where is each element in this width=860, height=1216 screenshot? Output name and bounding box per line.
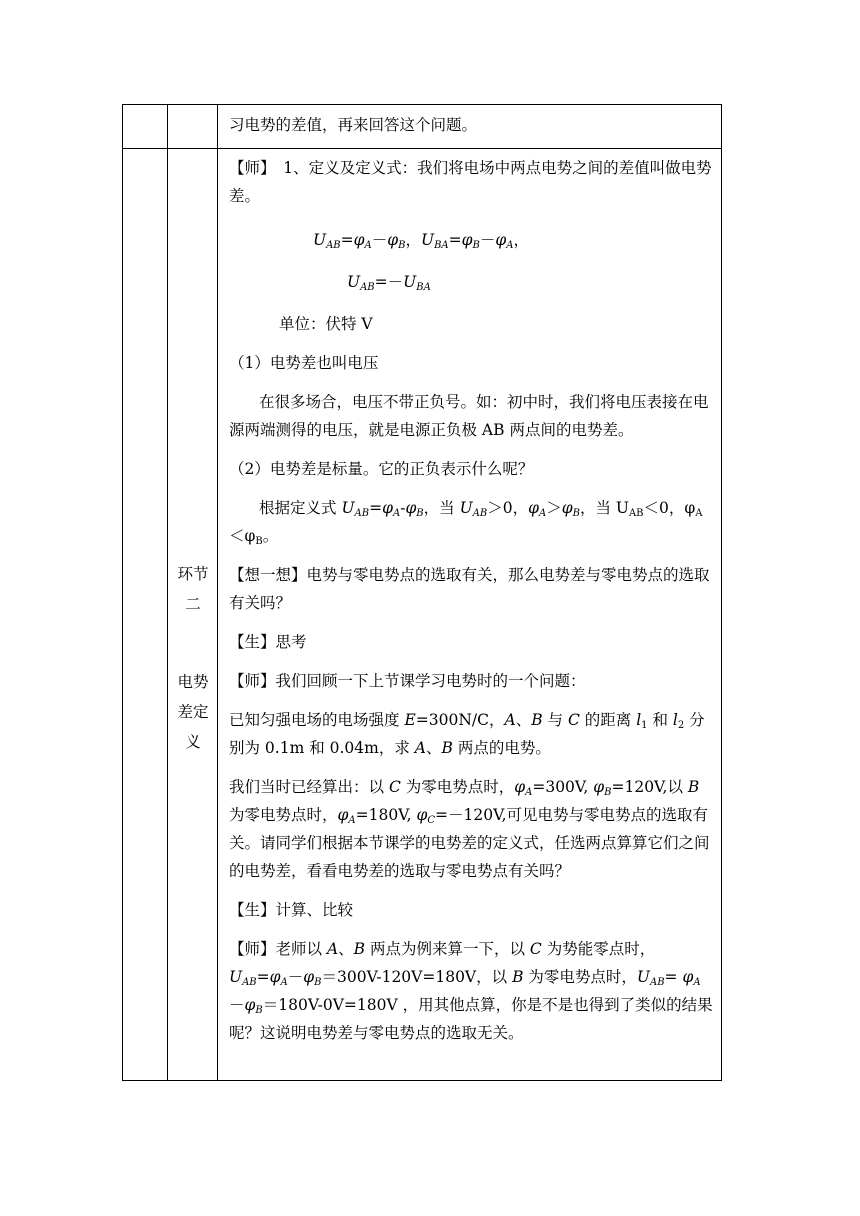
definition-paragraph: 【师】 1、定义及定义式：我们将电场中两点电势之间的差值叫做电势差。 — [229, 159, 712, 205]
unit-line: 单位：伏特 V — [279, 315, 373, 333]
item-title: （2）电势差是标量。它的正负表示什么呢？ — [229, 460, 534, 478]
column-divider — [167, 105, 168, 148]
formula-line: $U_{AB}=\varphi_A-\varphi_B$，$U_{BA}=\varphi_B-\varphi_A$， — [313, 231, 529, 251]
section-label: 环节 二 — [177, 565, 209, 613]
content-cell — [229, 154, 713, 1047]
think-paragraph: 【想一想】电势与零电势点的选取有关，那么电势差与零电势点的选取有关吗？ — [229, 566, 710, 612]
column-divider — [217, 105, 218, 148]
formula-line: $U_{AB}=-U_{BA}$ — [347, 273, 431, 293]
table-row — [122, 149, 722, 1081]
continued-text: 习电势的差值，再来回答这个问题。 — [229, 116, 478, 134]
calc-paragraph: 我们当时已经算出：以 C 为零电势点时，$\varphi_A=300V$, $\varphi_B=120V$,以 B 为零电势点时，$\varphi_A=180V$, $\varphi_C=-120V$,可见电势与零电势点的选取有关。请同学们根据本节课学的电势差的定义式，任选两点算算它们之间的电势差，看看电势差的选取与零电势点有关吗？ — [229, 778, 710, 880]
teacher-line: 【师】我们回顾一下上节课学习电势时的一个问题： — [229, 672, 586, 690]
section-title: 电势 差定 义 — [177, 673, 209, 751]
item-text: 根据定义式 $U_{AB}=\varphi_A-\varphi_B$，当 $U_{AB}>0$，$\varphi_A>\varphi_B$，当 $U_{AB}<0$，$\varphi_A<\varphi_B$。 — [229, 499, 703, 547]
item-title: （1）电势差也叫电压 — [229, 354, 379, 372]
problem-paragraph: 已知匀强电场的电场强度 E=300N/C，A、B 与 C 的距离 $l_1$ 和 $l_2$ 分别为 0.1m 和 0.04m，求 A、B 两点的电势。 — [229, 711, 705, 757]
student-line: 【生】计算、比较 — [229, 901, 354, 919]
content-cell — [229, 111, 713, 139]
student-line: 【生】思考 — [229, 633, 307, 651]
table-row — [122, 104, 722, 149]
lesson-table — [122, 104, 722, 1081]
item-text: 在很多场合，电压不带正负号。如：初中时，我们将电压表接在电源两端测得的电压，就是电源正负极 AB 两点间的电势差。 — [229, 393, 709, 439]
conclusion-paragraph: 【师】老师以 A、B 两点为例来算一下，以 C 为势能零点时，$U_{AB}=\varphi_A-\varphi_B=300V-120V=180V$，以 B 为零电势点时，$U_{AB}= \varphi_A-\varphi_B=180V-0V=180V$ ，用其他点算，你是不是也得到了类似的结果呢？这说明电势差与零电势点的选取无关。 — [229, 940, 713, 1042]
